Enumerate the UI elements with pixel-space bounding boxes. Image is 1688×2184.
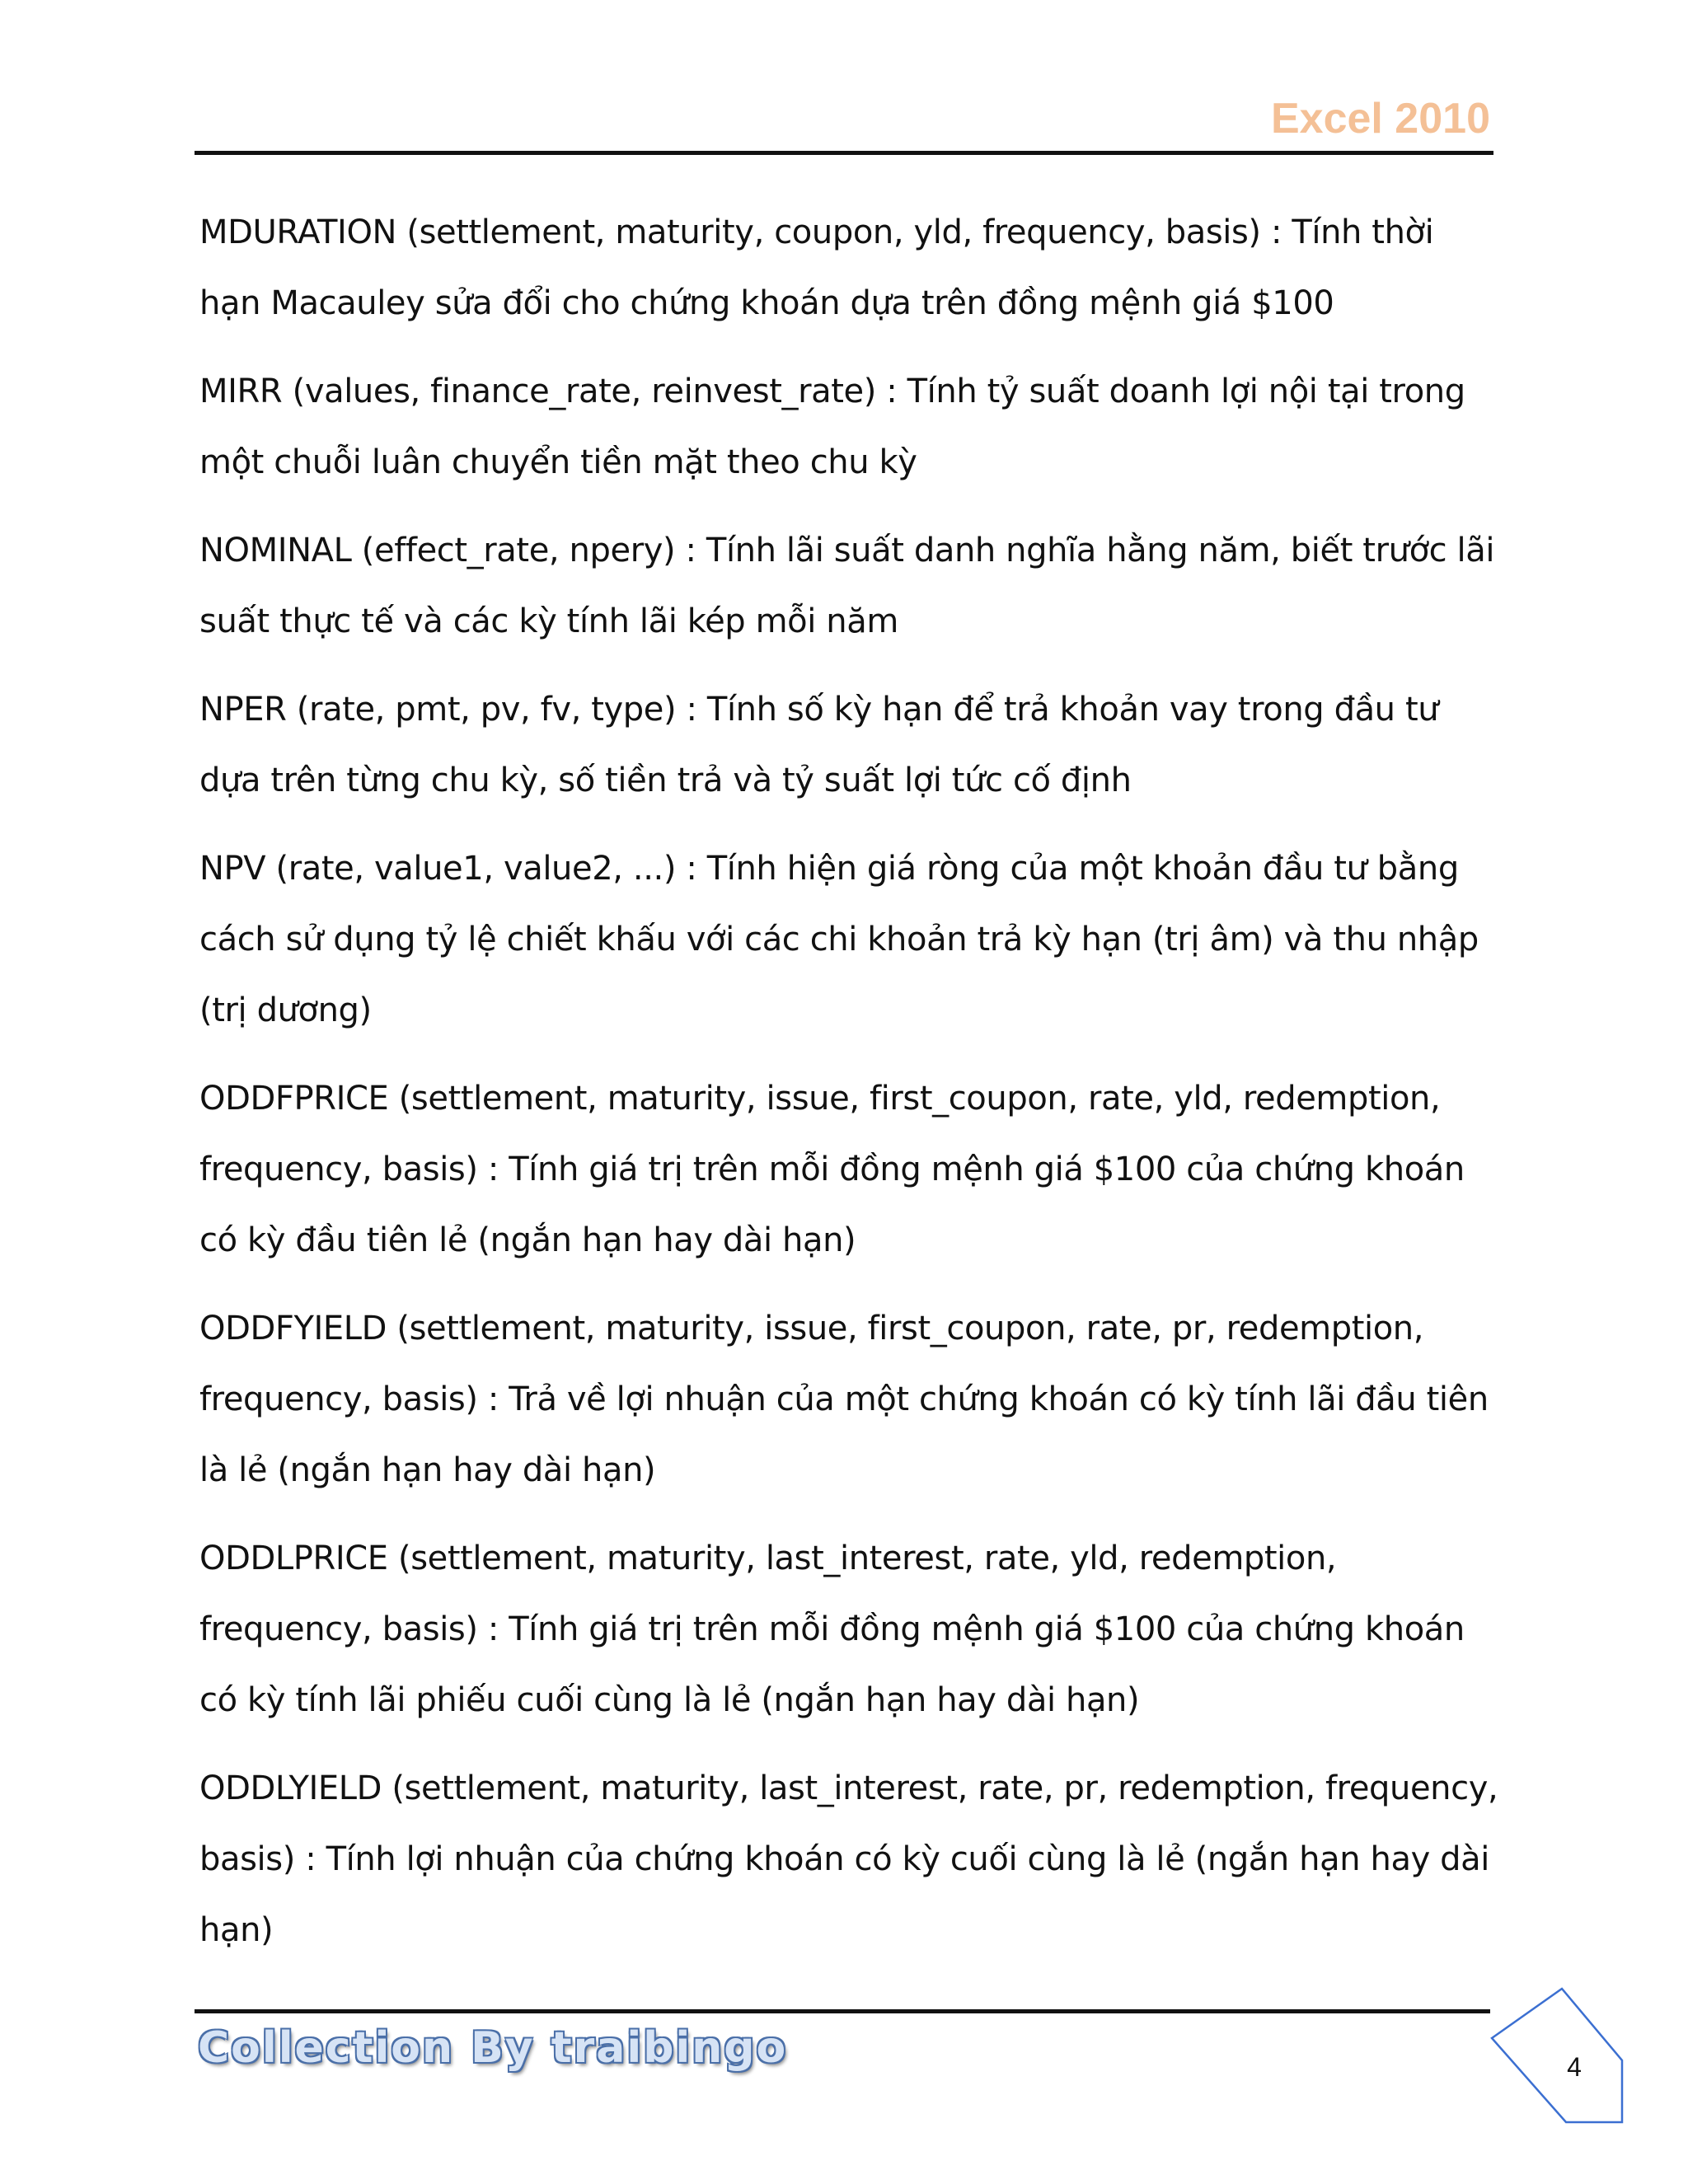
function-entry-nominal: NOMINAL (effect_rate, npery) : Tính lãi suất danh nghĩa hằng năm, biết trước lãi suất thực tế và các kỳ tính lãi kép mỗi năm [199, 532, 1495, 640]
header-rule [195, 151, 1493, 155]
function-entry-oddlyield: ODDLYIELD (settlement, maturity, last_interest, rate, pr, redemption, frequency, basis) : Tính lợi nhuận của chứng khoán có kỳ cuối cùng là lẻ (ngắn hạn hay dài hạn) [199, 1769, 1498, 1949]
document-body [199, 197, 1502, 1983]
function-entry-oddfyield: ODDFYIELD (settlement, maturity, issue, first_coupon, rate, pr, redemption, frequency, basis) : Trả về lợi nhuận của một chứng khoán có kỳ tính lãi đầu tiên là lẻ (ngắn hạn hay dài hạn) [199, 1310, 1489, 1489]
footer-credit: Collection By traibingo [198, 2023, 788, 2073]
function-entry-mduration: MDURATION (settlement, maturity, coupon, yld, frequency, basis) : Tính thời hạn Macauley sửa đổi cho chứng khoán dựa trên đồng mệnh giá $100 [199, 213, 1434, 322]
header-title: Excel 2010 [1270, 95, 1490, 143]
function-entry-npv: NPV (rate, value1, value2, ...) : Tính hiện giá ròng của một khoản đầu tư bằng cách sử dụng tỷ lệ chiết khấu với các chi khoản trả kỳ hạn (trị âm) và thu nhập (trị dương) [199, 850, 1479, 1029]
page-number: 4 [1567, 2052, 1582, 2082]
function-entry-oddlprice: ODDLPRICE (settlement, maturity, last_interest, rate, yld, redemption, frequency, basis) : Tính giá trị trên mỗi đồng mệnh giá $100 của chứng khoán có kỳ tính lãi phiếu cuối cùng là lẻ (ngắn hạn hay dài hạn) [199, 1540, 1465, 1719]
function-entry-nper: NPER (rate, pmt, pv, fv, type) : Tính số kỳ hạn để trả khoản vay trong đầu tư dựa trên từng chu kỳ, số tiền trả và tỷ suất lợi tức cố định [199, 691, 1439, 799]
function-entry-oddfprice: ODDFPRICE (settlement, maturity, issue, first_coupon, rate, yld, redemption, frequency, basis) : Tính giá trị trên mỗi đồng mệnh giá $100 của chứng khoán có kỳ đầu tiên lẻ (ngắn hạn hay dài hạn) [199, 1080, 1465, 1259]
footer-rule [195, 2009, 1490, 2013]
function-entry-mirr: MIRR (values, finance_rate, reinvest_rate) : Tính tỷ suất doanh lợi nội tại trong một chuỗi luân chuyển tiền mặt theo chu kỳ [199, 373, 1465, 481]
